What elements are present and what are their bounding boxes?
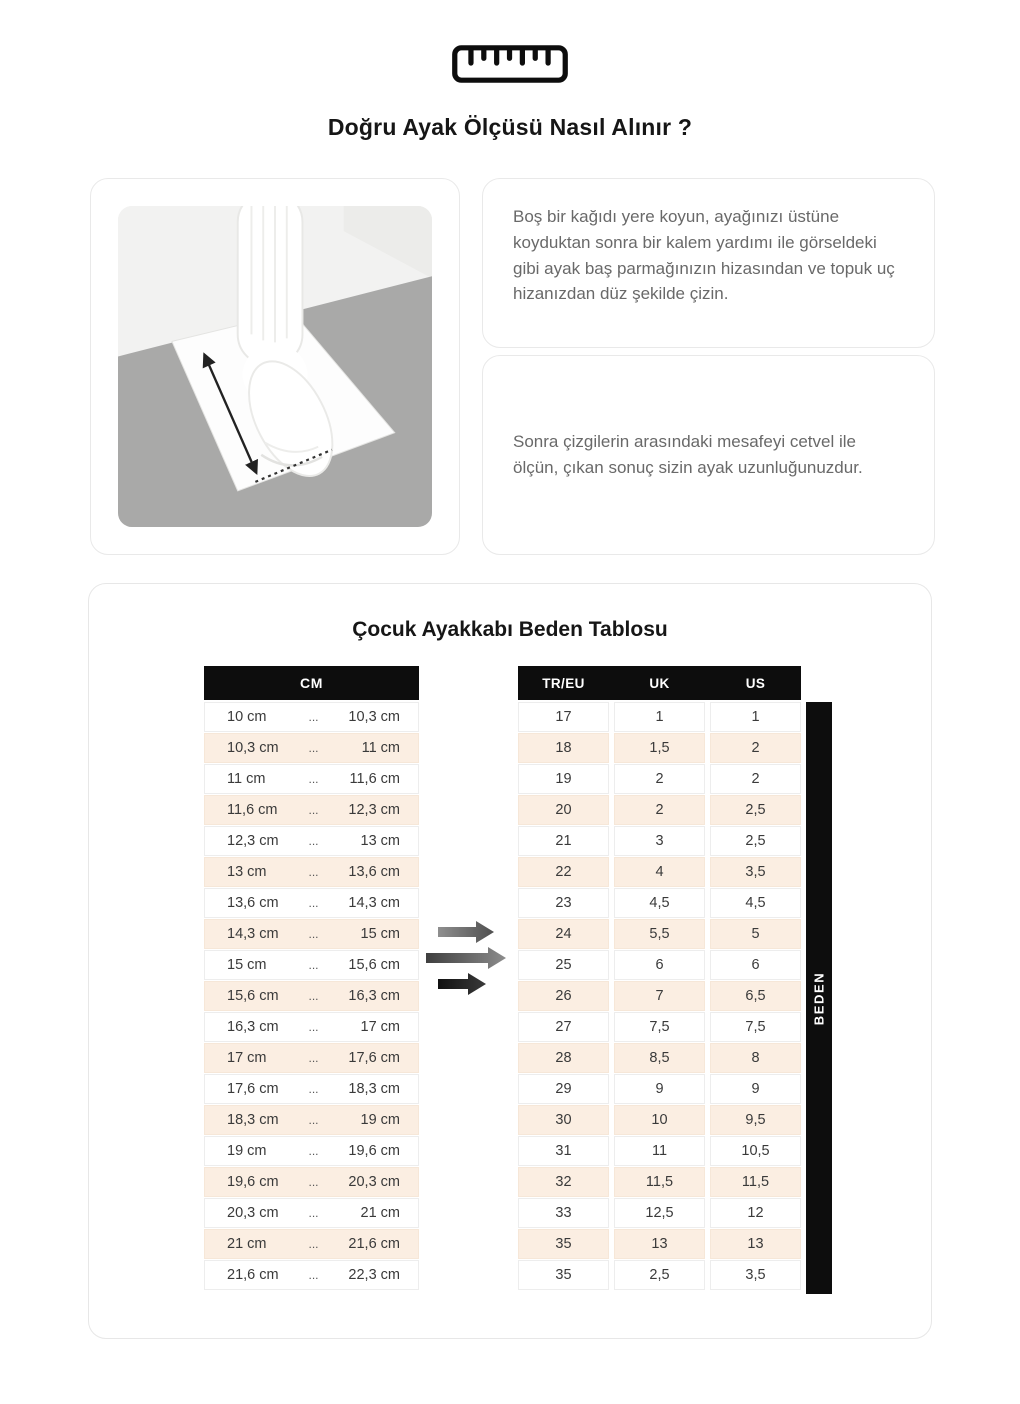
size-row <box>518 1105 801 1135</box>
cm-range-row <box>204 1198 419 1228</box>
cm-from-value: 16,3 cm <box>227 1019 279 1035</box>
header-us: US <box>745 675 766 691</box>
uk-value: 7,5 <box>614 1012 705 1042</box>
ruler-icon <box>0 44 1020 84</box>
cm-from-value: 19,6 cm <box>227 1174 279 1190</box>
cm-range-row <box>204 1012 419 1042</box>
cm-range-row <box>204 981 419 1011</box>
tr-eu-value: 22 <box>518 857 609 887</box>
size-tables <box>89 666 931 1294</box>
uk-value: 4,5 <box>614 888 705 918</box>
tr-eu-value: 29 <box>518 1074 609 1104</box>
cm-from-value: 10,3 cm <box>227 740 279 756</box>
us-value: 2 <box>710 733 801 763</box>
size-row <box>518 1074 801 1104</box>
size-row <box>518 1260 801 1290</box>
page-title: Doğru Ayak Ölçüsü Nasıl Alınır ? <box>327 114 693 140</box>
uk-value: 9 <box>614 1074 705 1104</box>
cm-range-row <box>204 1043 419 1073</box>
tr-eu-value: 35 <box>518 1229 609 1259</box>
us-value: 9,5 <box>710 1105 801 1135</box>
cm-to-value: 15 cm <box>360 926 400 942</box>
size-row <box>518 1229 801 1259</box>
cm-range-row <box>204 1229 419 1259</box>
intl-size-table-header <box>518 666 801 700</box>
us-value: 5 <box>710 919 801 949</box>
range-separator: ... <box>308 1113 319 1127</box>
cm-range-row <box>204 950 419 980</box>
tr-eu-value: 21 <box>518 826 609 856</box>
uk-value: 6 <box>614 950 705 980</box>
cm-to-value: 11 cm <box>361 740 400 756</box>
measurement-guide-section <box>90 178 935 555</box>
cm-from-value: 11 cm <box>227 771 266 787</box>
range-separator: ... <box>308 834 319 848</box>
tr-eu-value: 26 <box>518 981 609 1011</box>
size-row <box>518 1012 801 1042</box>
cm-range-row <box>204 702 419 732</box>
us-value: 1 <box>710 702 801 732</box>
size-row <box>518 1198 801 1228</box>
uk-value: 11 <box>614 1136 705 1166</box>
us-value: 13 <box>710 1229 801 1259</box>
size-row <box>518 733 801 763</box>
cm-from-value: 14,3 cm <box>227 926 279 942</box>
size-row <box>518 857 801 887</box>
range-separator: ... <box>308 1268 319 1282</box>
us-value: 3,5 <box>710 857 801 887</box>
us-value: 2,5 <box>710 795 801 825</box>
tr-eu-value: 19 <box>518 764 609 794</box>
tr-eu-value: 27 <box>518 1012 609 1042</box>
uk-value: 13 <box>614 1229 705 1259</box>
range-separator: ... <box>308 1082 319 1096</box>
tr-eu-value: 24 <box>518 919 609 949</box>
cm-to-value: 14,3 cm <box>348 895 400 911</box>
cm-from-value: 13 cm <box>227 864 267 880</box>
range-separator: ... <box>308 1206 319 1220</box>
instruction-card-step2 <box>482 355 935 555</box>
us-value: 2 <box>710 764 801 794</box>
size-row <box>518 1043 801 1073</box>
uk-value: 12,5 <box>614 1198 705 1228</box>
cm-from-value: 12,3 cm <box>227 833 279 849</box>
us-value: 6 <box>710 950 801 980</box>
uk-value: 8,5 <box>614 1043 705 1073</box>
cm-range-row <box>204 1105 419 1135</box>
range-separator: ... <box>308 958 319 972</box>
uk-value: 10 <box>614 1105 705 1135</box>
cm-from-value: 15 cm <box>227 957 267 973</box>
uk-value: 3 <box>614 826 705 856</box>
cm-to-value: 16,3 cm <box>348 988 400 1004</box>
cm-rows <box>204 702 419 1290</box>
foot-measurement-photo <box>118 206 432 527</box>
range-separator: ... <box>308 896 319 910</box>
cm-to-value: 11,6 cm <box>349 771 400 787</box>
us-value: 7,5 <box>710 1012 801 1042</box>
size-rows <box>518 702 801 1290</box>
cm-to-value: 15,6 cm <box>348 957 400 973</box>
tr-eu-value: 35 <box>518 1260 609 1290</box>
us-value: 8 <box>710 1043 801 1073</box>
size-row <box>518 1136 801 1166</box>
tr-eu-value: 30 <box>518 1105 609 1135</box>
size-row <box>518 826 801 856</box>
uk-value: 7 <box>614 981 705 1011</box>
cm-from-value: 13,6 cm <box>227 895 279 911</box>
intl-size-table-wrap <box>518 666 832 1294</box>
header-uk: UK <box>649 675 670 691</box>
header-tr-eu: TR/EU <box>542 675 585 691</box>
cm-to-value: 21,6 cm <box>348 1236 400 1252</box>
cm-to-value: 17,6 cm <box>348 1050 400 1066</box>
cm-range-row <box>204 919 419 949</box>
photo-card <box>90 178 460 555</box>
cm-range-row <box>204 826 419 856</box>
size-row <box>518 1167 801 1197</box>
cm-to-value: 19 cm <box>360 1112 400 1128</box>
instruction-step2-text: Sonra çizgilerin arasındaki mesafeyi cetvel ile ölçün, çıkan sonuç sizin ayak uzunluğunuzdur. <box>513 432 863 477</box>
cm-to-value: 13 cm <box>360 833 400 849</box>
tr-eu-value: 23 <box>518 888 609 918</box>
cm-range-row <box>204 888 419 918</box>
beden-label: BEDEN <box>811 971 827 1025</box>
range-separator: ... <box>308 1051 319 1065</box>
cm-range-row <box>204 795 419 825</box>
cm-to-value: 12,3 cm <box>348 802 400 818</box>
tr-eu-value: 20 <box>518 795 609 825</box>
us-value: 4,5 <box>710 888 801 918</box>
cm-from-value: 21 cm <box>227 1236 267 1252</box>
size-row <box>518 888 801 918</box>
cm-to-value: 13,6 cm <box>348 864 400 880</box>
tr-eu-value: 18 <box>518 733 609 763</box>
cm-range-row <box>204 1167 419 1197</box>
cm-to-value: 22,3 cm <box>348 1267 400 1283</box>
tr-eu-value: 28 <box>518 1043 609 1073</box>
cm-from-value: 11,6 cm <box>227 802 278 818</box>
uk-value: 4 <box>614 857 705 887</box>
tr-eu-value: 25 <box>518 950 609 980</box>
tr-eu-value: 31 <box>518 1136 609 1166</box>
uk-value: 1,5 <box>614 733 705 763</box>
cm-range-row <box>204 1260 419 1290</box>
us-value: 11,5 <box>710 1167 801 1197</box>
us-value: 2,5 <box>710 826 801 856</box>
cm-from-value: 15,6 cm <box>227 988 279 1004</box>
range-separator: ... <box>308 803 319 817</box>
cm-table-header: CM <box>204 666 419 700</box>
size-row <box>518 919 801 949</box>
size-row <box>518 764 801 794</box>
cm-from-value: 17 cm <box>227 1050 267 1066</box>
cm-to-value: 20,3 cm <box>348 1174 400 1190</box>
size-row <box>518 795 801 825</box>
cm-from-value: 18,3 cm <box>227 1112 279 1128</box>
uk-value: 1 <box>614 702 705 732</box>
cm-from-value: 17,6 cm <box>227 1081 279 1097</box>
tr-eu-value: 33 <box>518 1198 609 1228</box>
size-row <box>518 702 801 732</box>
cm-range-row <box>204 1136 419 1166</box>
range-separator: ... <box>308 1020 319 1034</box>
intl-size-table <box>518 666 801 1291</box>
us-value: 3,5 <box>710 1260 801 1290</box>
us-value: 10,5 <box>710 1136 801 1166</box>
range-separator: ... <box>308 772 319 786</box>
tr-eu-value: 32 <box>518 1167 609 1197</box>
range-separator: ... <box>308 1237 319 1251</box>
cm-range-row <box>204 857 419 887</box>
size-table-section <box>88 583 932 1339</box>
cm-to-value: 10,3 cm <box>348 709 400 725</box>
uk-value: 5,5 <box>614 919 705 949</box>
uk-value: 2,5 <box>614 1260 705 1290</box>
range-separator: ... <box>308 989 319 1003</box>
cm-to-value: 21 cm <box>360 1205 400 1221</box>
cm-range-row <box>204 764 419 794</box>
size-row <box>518 981 801 1011</box>
cm-from-value: 19 cm <box>227 1143 267 1159</box>
range-separator: ... <box>308 710 319 724</box>
uk-value: 2 <box>614 764 705 794</box>
size-mapping-arrows-icon <box>419 666 518 1294</box>
cm-range-table <box>204 666 419 1294</box>
size-row <box>518 950 801 980</box>
cm-range-row <box>204 733 419 763</box>
range-separator: ... <box>308 1175 319 1189</box>
range-separator: ... <box>308 741 319 755</box>
range-separator: ... <box>308 865 319 879</box>
us-value: 6,5 <box>710 981 801 1011</box>
instruction-cards <box>482 178 935 555</box>
beden-vertical-bar <box>806 702 832 1294</box>
cm-from-value: 21,6 cm <box>227 1267 279 1283</box>
size-table-title: Çocuk Ayakkabı Beden Tablosu <box>352 618 668 641</box>
cm-from-value: 20,3 cm <box>227 1205 279 1221</box>
range-separator: ... <box>308 1144 319 1158</box>
instruction-step1-text: Boş bir kağıdı yere koyun, ayağınızı üstüne koyduktan sonra bir kalem yardımı ile görseldeki gibi ayak baş parmağınızın hizasından ve topuk uç hizanızdan düz şekilde çizin. <box>513 207 895 304</box>
cm-range-row <box>204 1074 419 1104</box>
cm-to-value: 17 cm <box>360 1019 400 1035</box>
tr-eu-value: 17 <box>518 702 609 732</box>
uk-value: 2 <box>614 795 705 825</box>
uk-value: 11,5 <box>614 1167 705 1197</box>
instruction-card-step1 <box>482 178 935 348</box>
us-value: 9 <box>710 1074 801 1104</box>
range-separator: ... <box>308 927 319 941</box>
us-value: 12 <box>710 1198 801 1228</box>
cm-to-value: 18,3 cm <box>348 1081 400 1097</box>
cm-from-value: 10 cm <box>227 709 267 725</box>
cm-to-value: 19,6 cm <box>348 1143 400 1159</box>
